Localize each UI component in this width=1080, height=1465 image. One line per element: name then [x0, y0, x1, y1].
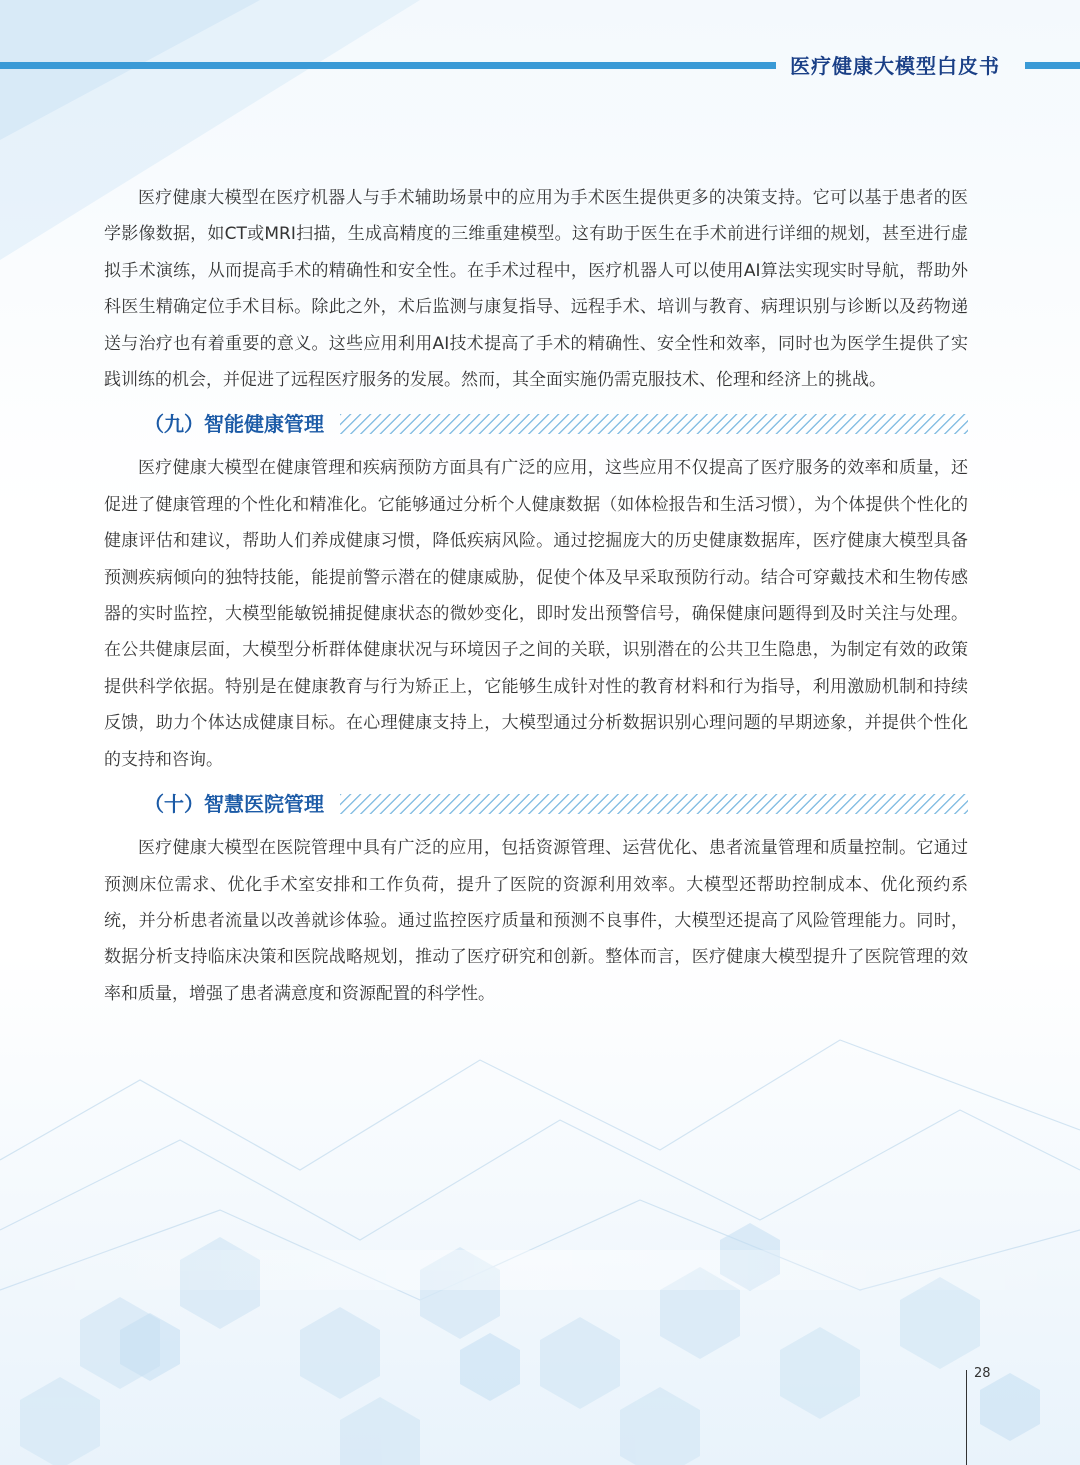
main-content	[104, 180, 968, 1012]
header-accent-bar-left	[0, 62, 776, 69]
section-body: 医疗健康大模型在健康管理和疾病预防方面具有广泛的应用，这些应用不仅提高了医疗服务的效率和质量，还促进了健康管理的个性化和精准化。它能够通过分析个人健康数据（如体检报告和生活习惯），为个体提供个性化的健康评估和建议，帮助人们养成健康习惯，降低疾病风险。通过挖掘庞大的历史健康数据库，医疗健康大模型具备预测疾病倾向的独特技能，能提前警示潜在的健康威胁，促使个体及早采取预防行动。结合可穿戴技术和生物传感器的实时监控，大模型能敏锐捕捉健康状态的微妙变化，即时发出预警信号，确保健康问题得到及时关注与处理。在公共健康层面，大模型分析群体健康状况与环境因子之间的关联，识别潜在的公共卫生隐患，为制定有效的政策提供科学依据。特别是在健康教育与行为矫正上，它能够生成针对性的教育材料和行为指导，利用激励机制和持续反馈，助力个体达成健康目标。在心理健康支持上，大模型通过分析数据识别心理问题的早期迹象，并提供个性化的支持和咨询。	[104, 458, 968, 770]
intro-paragraph: 医疗健康大模型在医疗机器人与手术辅助场景中的应用为手术医生提供更多的决策支持。它可以基于患者的医学影像数据，如CT或MRI扫描，生成高精度的三维重建模型。这有助于医生在手术前进行详细的规划，甚至进行虚拟手术演练，从而提高手术的精确性和安全性。在手术过程中，医疗机器人可以使用AI算法实现实时导航，帮助外科医生精确定位手术目标。除此之外，术后监测与康复指导、远程手术、培训与教育、病理识别与诊断以及药物递送与治疗也有着重要的意义。这些应用利用AI技术提高了手术的精确性、安全性和效率，同时也为医学生提供了实践训练的机会，并促进了远程医疗服务的发展。然而，其全面实施仍需克服技术、伦理和经济上的挑战。	[104, 188, 968, 391]
section-body: 医疗健康大模型在医院管理中具有广泛的应用，包括资源管理、运营优化、患者流量管理和质量控制。它通过预测床位需求、优化手术室安排和工作负荷，提升了医院的资源利用效率。大模型还帮助控制成本、优化预约系统，并分析患者流量以改善就诊体验。通过监控医疗质量和预测不良事件，大模型还提高了风险管理能力。同时，数据分析支持临床决策和医院战略规划，推动了医疗研究和创新。整体而言，医疗健康大模型提升了医院管理的效率和质量，增强了患者满意度和资源配置的科学性。	[104, 838, 968, 1004]
section-heading-health-management	[104, 404, 968, 444]
header-accent-bar-right	[1025, 62, 1080, 69]
hatch-divider	[340, 414, 968, 434]
document-title: 医疗健康大模型白皮书	[790, 54, 1000, 78]
page-footer	[960, 1362, 1040, 1465]
page-number: 28	[974, 1366, 991, 1381]
page-header	[0, 0, 1080, 90]
section-heading-hospital-management	[104, 784, 968, 824]
section-title: （十）智慧医院管理	[144, 792, 324, 817]
section-title: （九）智能健康管理	[144, 412, 324, 437]
hatch-divider	[340, 794, 968, 814]
footer-rule	[966, 1370, 967, 1465]
